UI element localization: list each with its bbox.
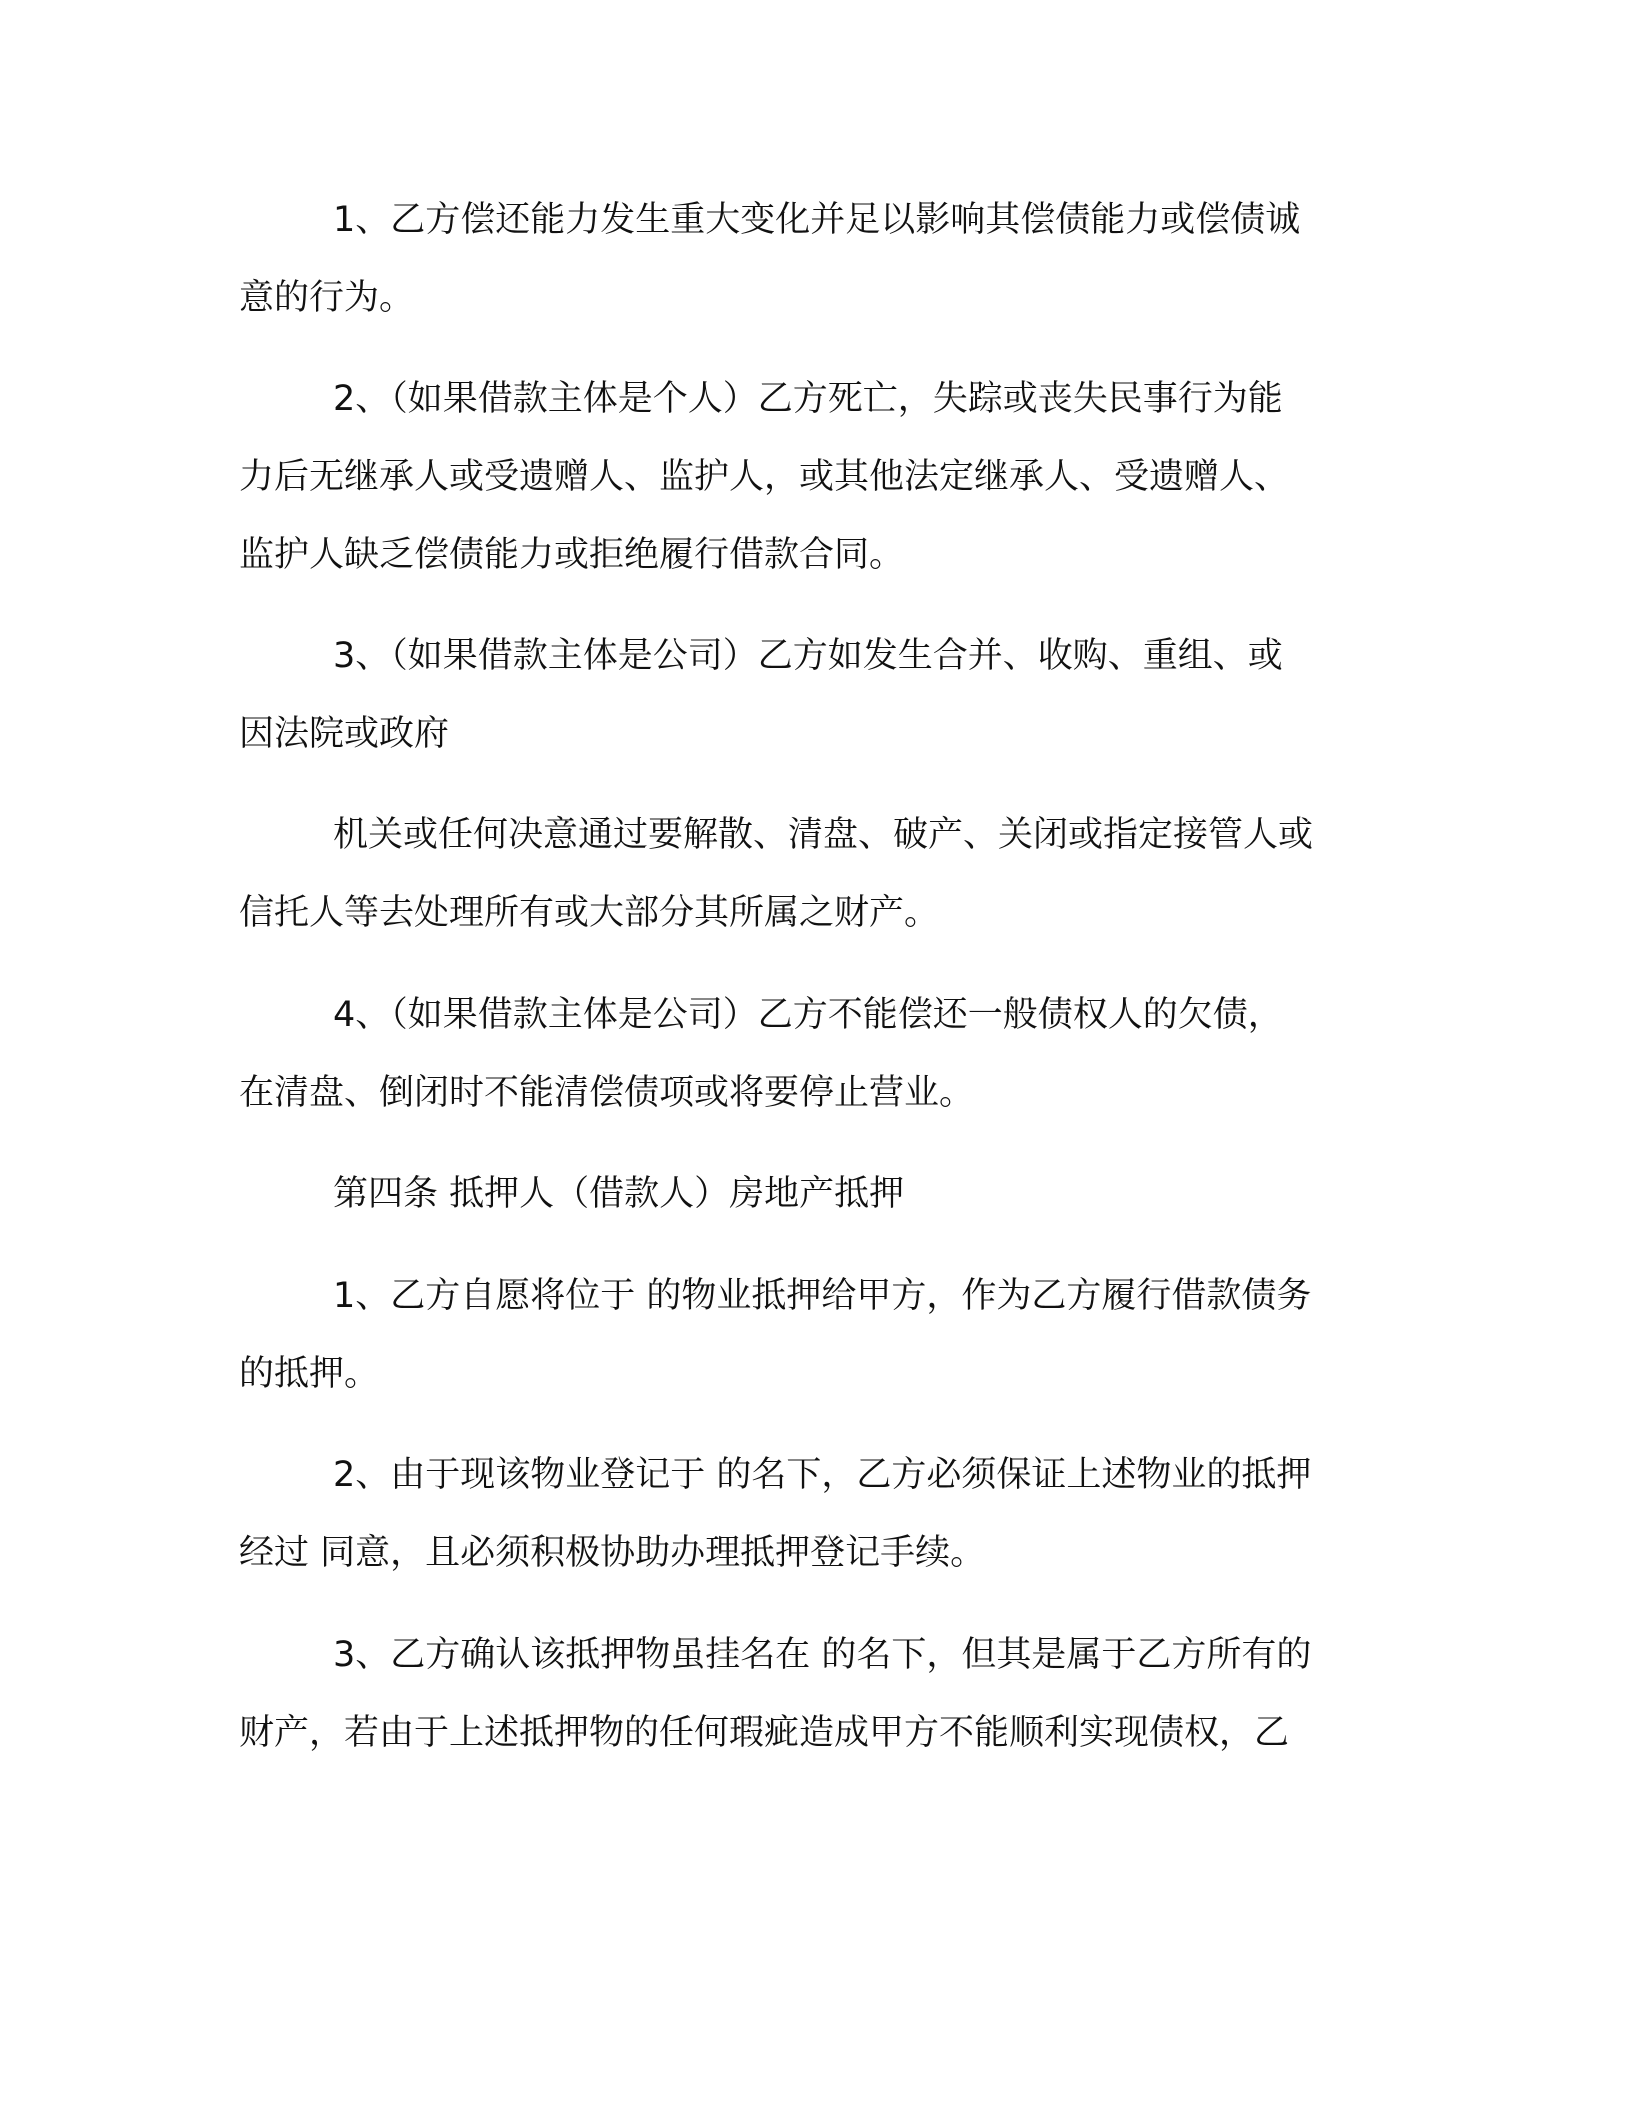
article-4-clause-2-line-1: 2、由于现该物业登记于 的名下，乙方必须保证上述物业的抵押 — [333, 1455, 1312, 1495]
article-4-clause-1-line-2: 的抵押。 — [239, 1354, 380, 1394]
article-4-clause-2-line-2: 经过 同意，且必须积极协助办理抵押登记手续。 — [239, 1533, 986, 1573]
clause-4-line-2: 在清盘、倒闭时不能清偿债项或将要停止营业。 — [239, 1073, 975, 1113]
clause-3-line-1: 3、（如果借款主体是公司）乙方如发生合并、收购、重组、或 — [333, 636, 1283, 676]
clause-3-cont-line-1: 机关或任何决意通过要解散、清盘、破产、关闭或指定接管人或 — [333, 815, 1314, 855]
clause-4-line-1: 4、（如果借款主体是公司）乙方不能偿还一般债权人的欠债， — [333, 995, 1283, 1035]
clause-2-line-2: 力后无继承人或受遗赠人、监护人，或其他法定继承人、受遗赠人、 — [239, 457, 1290, 497]
article-4-heading: 第四条 抵押人（借款人）房地产抵押 — [333, 1174, 905, 1214]
article-4-clause-1-line-1: 1、乙方自愿将位于 的物业抵押给甲方，作为乙方履行借款债务 — [333, 1276, 1312, 1316]
article-4-clause-3-line-1: 3、乙方确认该抵押物虽挂名在 的名下，但其是属于乙方所有的 — [333, 1635, 1312, 1675]
clause-3-line-2: 因法院或政府 — [239, 714, 450, 754]
clause-2-line-3: 监护人缺乏偿债能力或拒绝履行借款合同。 — [239, 535, 905, 575]
clause-1-line-1: 1、乙方偿还能力发生重大变化并足以影响其偿债能力或偿债诚 — [333, 200, 1301, 240]
clause-2-line-1: 2、（如果借款主体是个人）乙方死亡，失踪或丧失民事行为能 — [333, 379, 1283, 419]
clause-1-line-2: 意的行为。 — [239, 278, 415, 318]
article-4-clause-3-line-2: 财产，若由于上述抵押物的任何瑕疵造成甲方不能顺利实现债权，乙 — [239, 1713, 1290, 1753]
clause-3-cont-line-2: 信托人等去处理所有或大部分其所属之财产。 — [239, 893, 940, 933]
